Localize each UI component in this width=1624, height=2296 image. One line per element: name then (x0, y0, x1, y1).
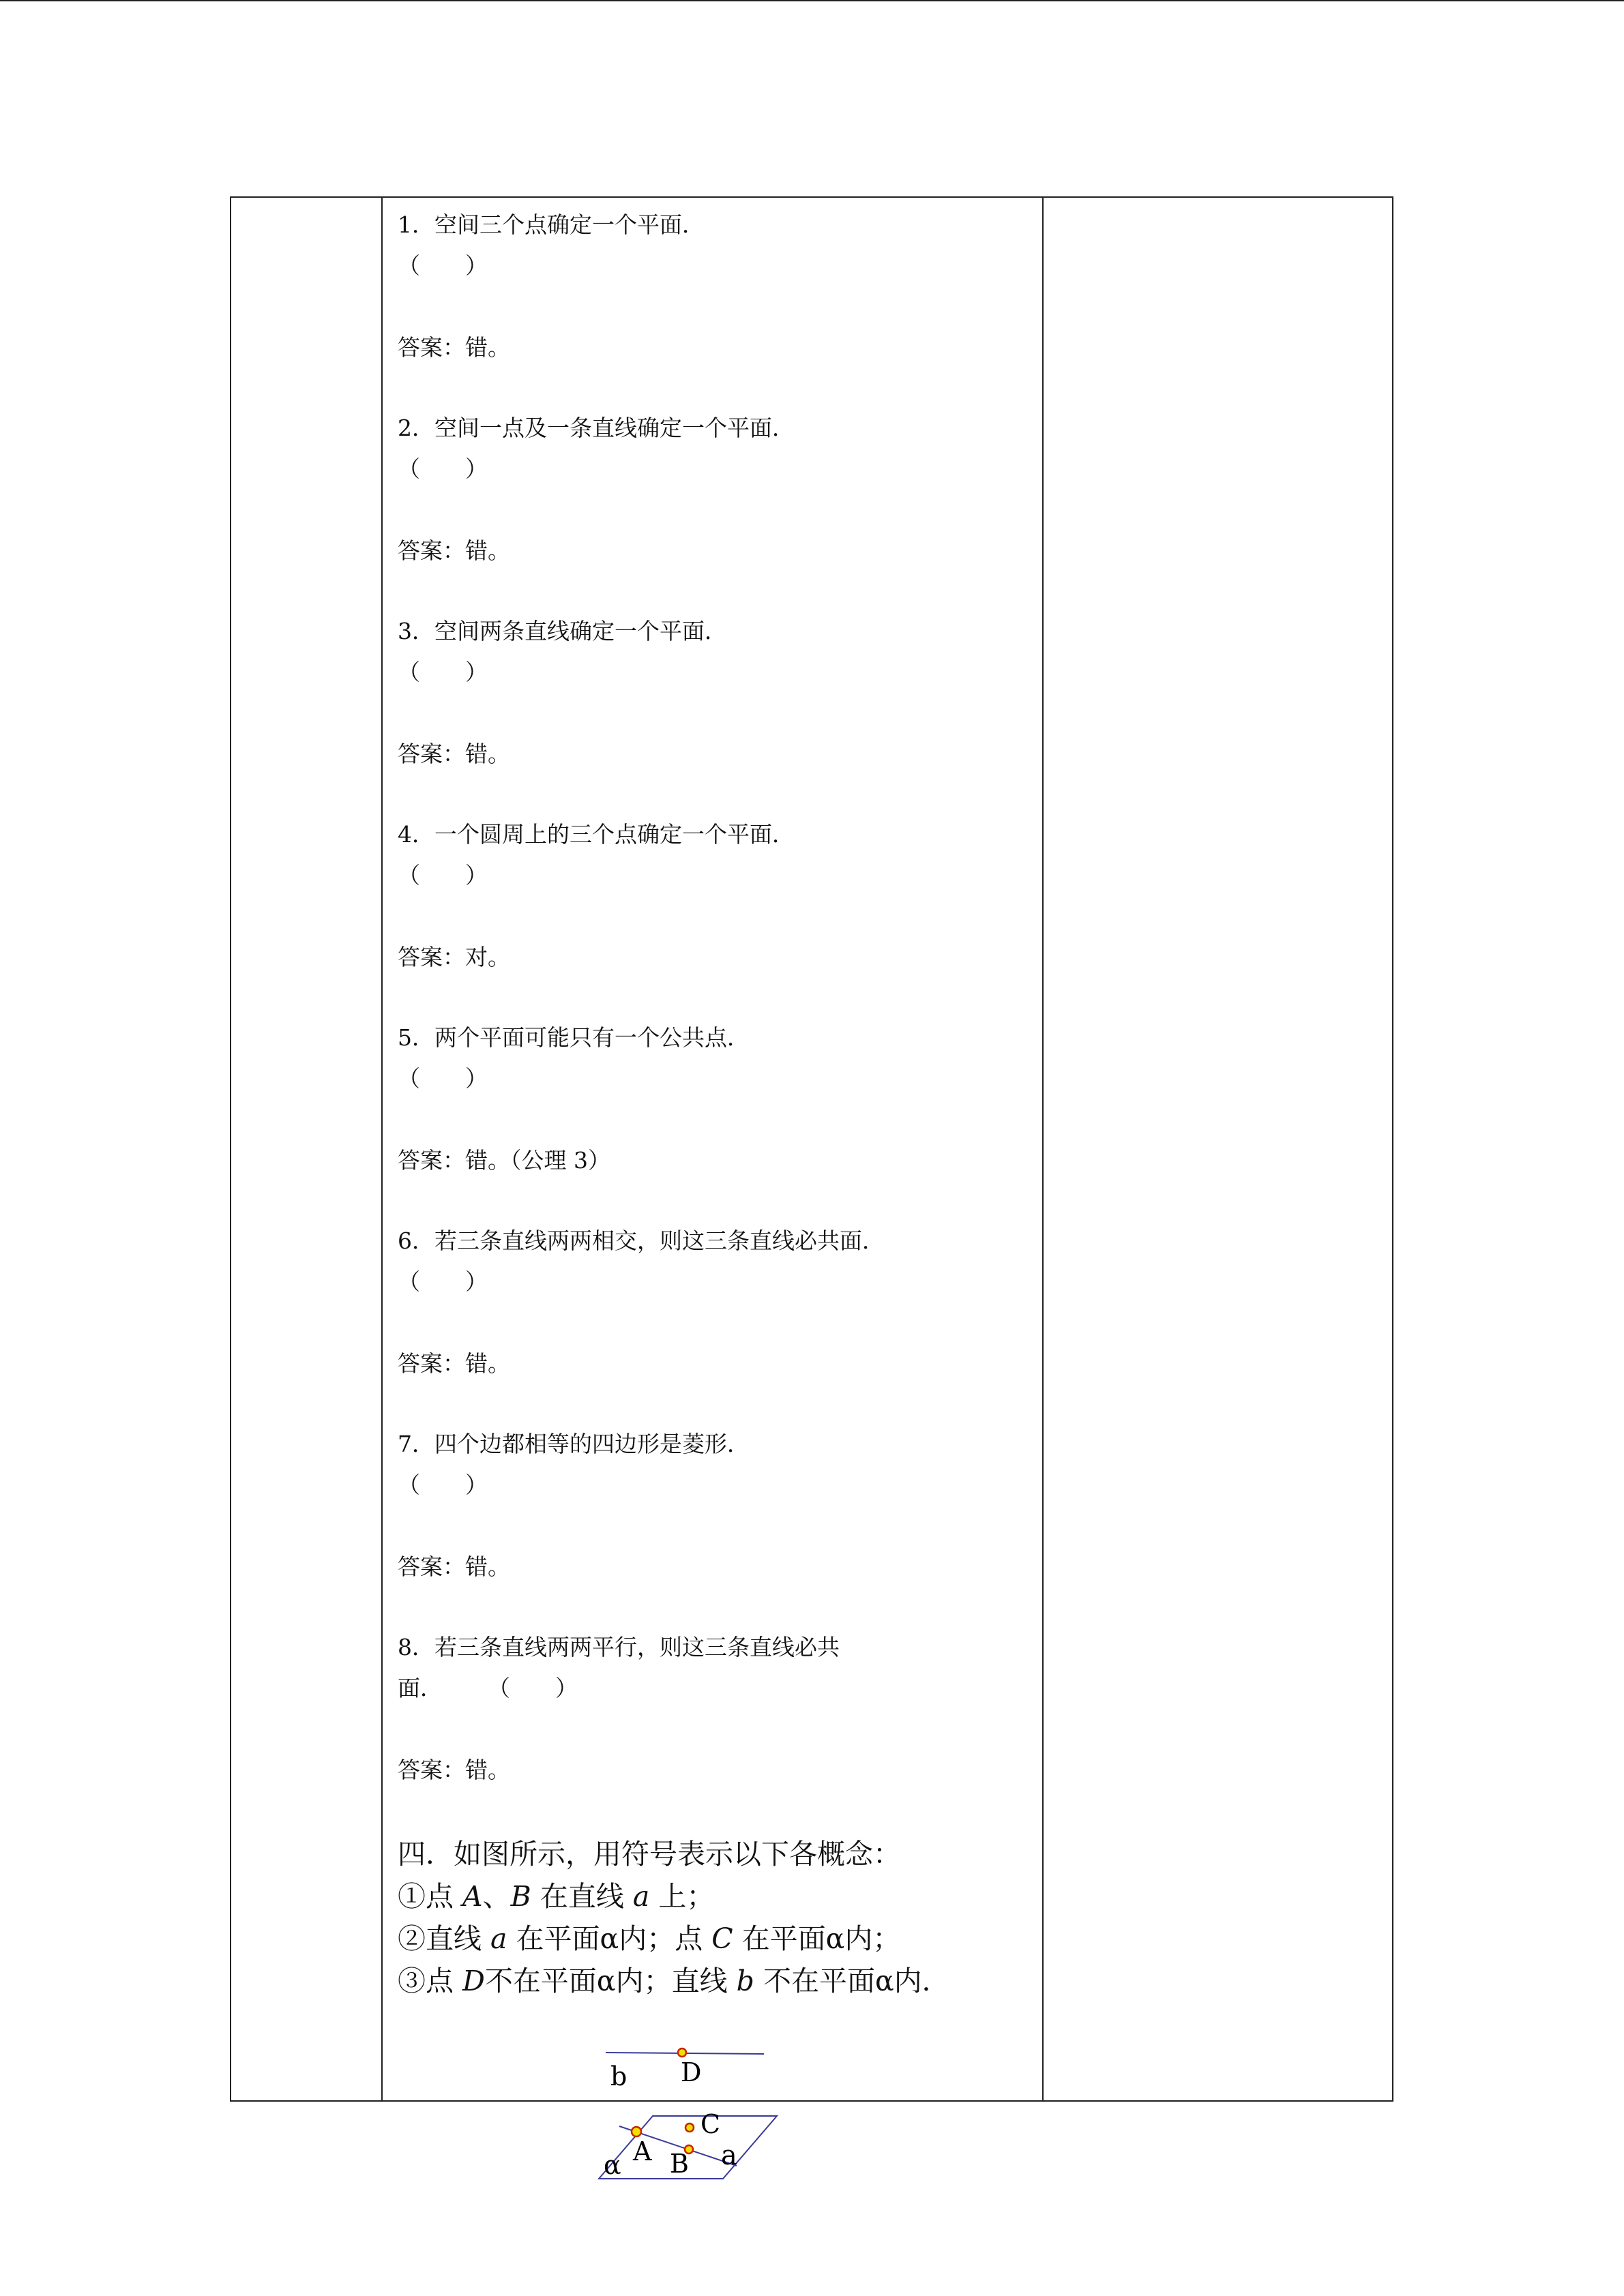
point-a (632, 2127, 641, 2136)
answer-blank: （ ） (398, 456, 488, 482)
answer-text: 答案：错。 (398, 1553, 510, 1580)
answer-blank: （ ） (398, 1065, 488, 1092)
answer-blank: （ ） (398, 659, 488, 685)
label-b: b (610, 2061, 628, 2091)
point-d (678, 2048, 686, 2057)
answer-text: 答案：错。（公理 3） (398, 1147, 610, 1174)
question-stem: 4．一个圆周上的三个点确定一个平面． (398, 821, 795, 848)
question-stem: 3．空间两条直线确定一个平面． (398, 618, 727, 644)
label-d: D (681, 2057, 702, 2087)
section-item-3: ③点 D不在平面α内；直线 b 不在平面α内． (398, 1965, 950, 1997)
question-stem: 6．若三条直线两两相交，则这三条直线必共面． (398, 1227, 885, 1254)
question-stem: 1．空间三个点确定一个平面． (398, 211, 705, 238)
answer-text: 答案：错。 (398, 1350, 510, 1377)
question-4 (398, 814, 1039, 1017)
label-b-point: B (670, 2149, 689, 2179)
section-item-2: ②直线 a 在平面α内；点 C 在平面α内； (398, 1922, 901, 1955)
answer-blank: 面． （ ） (398, 1675, 578, 1701)
exercise-column (398, 205, 1039, 2002)
question-5 (398, 1017, 1039, 1221)
answer-text: 答案：错。 (398, 334, 510, 361)
answer-text: 答案：错。 (398, 741, 510, 767)
question-stem: 2．空间一点及一条直线确定一个平面． (398, 415, 795, 441)
answer-text: 答案：对。 (398, 944, 510, 970)
question-2 (398, 408, 1039, 611)
question-6 (398, 1221, 1039, 1424)
section-4 (398, 1833, 1039, 2002)
table-column-divider-2 (1042, 196, 1044, 2102)
geometry-figure (559, 2039, 805, 2196)
label-alpha: α (604, 2150, 621, 2180)
question-stem: 8．若三条直线两两平行，则这三条直线必共 (398, 1634, 840, 1660)
answer-blank: （ ） (398, 252, 488, 279)
section-title: 四．如图所示，用符号表示以下各概念： (398, 1838, 901, 1870)
question-1 (398, 205, 1039, 408)
question-3 (398, 611, 1039, 814)
label-a-line: a (721, 2140, 737, 2171)
answer-blank: （ ） (398, 1268, 488, 1295)
answer-blank: （ ） (398, 862, 488, 889)
answer-text: 答案：错。 (398, 1757, 510, 1783)
question-stem: 7．四个边都相等的四边形是菱形． (398, 1431, 750, 1457)
label-c: C (700, 2109, 721, 2139)
answer-text: 答案：错。 (398, 537, 510, 564)
answer-blank: （ ） (398, 1472, 488, 1498)
question-stem: 5．两个平面可能只有一个公共点． (398, 1024, 750, 1051)
label-a-point: A (633, 2136, 652, 2166)
page-top-border (0, 0, 1624, 1)
question-8 (398, 1627, 1039, 1833)
section-item-1: ①点 A、B 在直线 a 上； (398, 1880, 715, 1913)
question-7 (398, 1424, 1039, 1627)
point-c (685, 2123, 694, 2132)
table-column-divider-1 (381, 196, 383, 2102)
